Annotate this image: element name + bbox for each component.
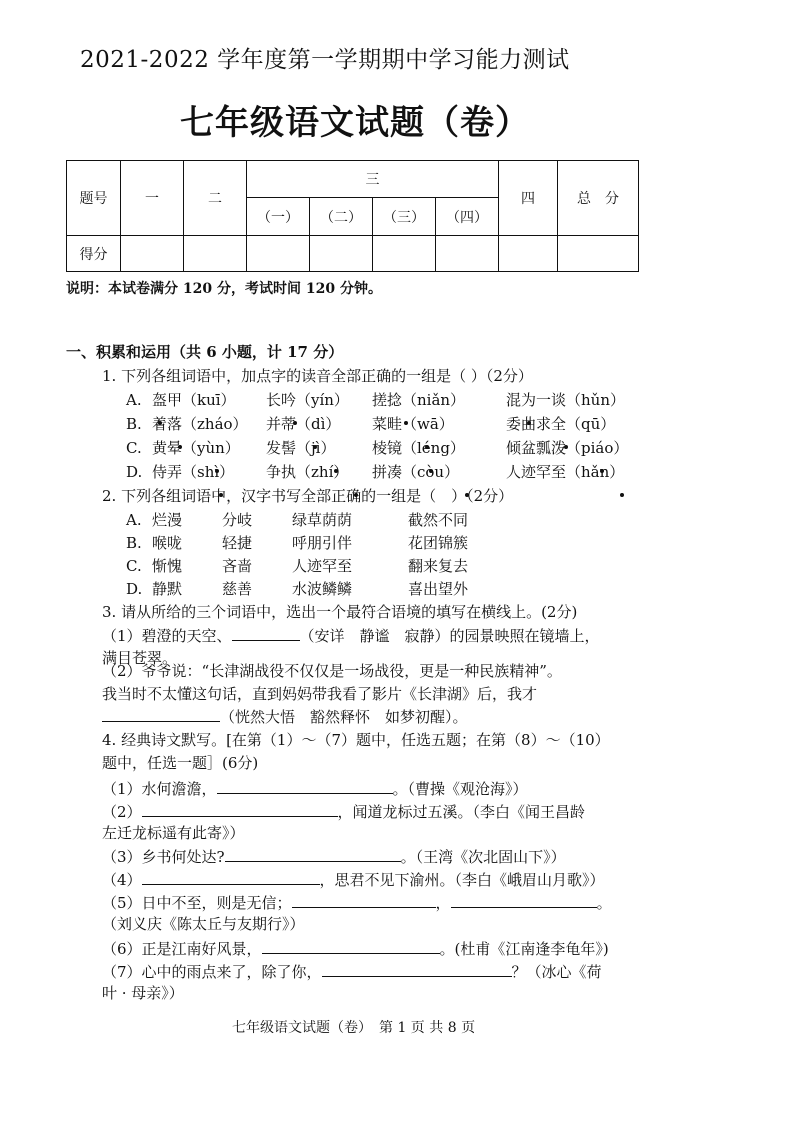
answer-blank[interactable]	[292, 892, 436, 908]
poem-source: 。（曹操《观沧海》）	[392, 780, 528, 798]
option-word: 吝啬	[222, 557, 253, 575]
question-3-part-1	[102, 625, 600, 646]
exam-header-title: 2021-2022 学年度第一学期期中学习能力测试	[80, 47, 570, 73]
option-label: A.	[126, 391, 142, 409]
question-text: （6）正是江南好风景，	[102, 940, 262, 958]
question-3-part-2-answer	[102, 706, 468, 727]
exam-note: 说明：本试卷满分 120 分，考试时间 120 分钟。	[66, 281, 382, 297]
question-text: （5）日中不至，则是无信；	[102, 894, 292, 912]
option-word: 翻来复去	[408, 557, 469, 575]
option-word: 委曲求全（qū）	[506, 415, 616, 433]
question-3-stem: 3. 请从所给的三个词语中，选出一个最符合语境的填写在横线上。(2分)	[102, 603, 578, 621]
option-word: 棱镜（léng）	[372, 439, 465, 457]
question-text: （1）水何澹澹，	[102, 780, 217, 798]
question-text: （1）碧澄的天空、	[102, 627, 232, 645]
poem-source: ？（冰心《荷	[511, 963, 602, 981]
question-text: （2）	[102, 803, 142, 821]
option-label: B.	[126, 534, 142, 552]
option-word: 菜畦（wā）	[372, 415, 454, 433]
option-word: 黄晕（yùn）	[152, 439, 240, 457]
option-word: 慈善	[222, 580, 253, 598]
answer-blank[interactable]	[225, 846, 401, 862]
answer-blank[interactable]	[451, 892, 597, 908]
poem-source: ，闻道龙标过五溪。（李白《闻王昌龄	[337, 803, 586, 821]
section-heading: 一、积累和运用（共 6 小题，计 17 分）	[66, 343, 344, 361]
option-label: D.	[126, 580, 143, 598]
question-2-stem: 2. 下列各组词语中，汉字书写全部正确的一组是（ ）（2分）	[102, 487, 514, 505]
question-text: 。	[596, 894, 612, 912]
answer-blank[interactable]	[217, 778, 393, 794]
score-cell[interactable]	[558, 236, 639, 272]
poem-line-7	[102, 961, 602, 982]
question-number-label: 题号	[67, 161, 121, 236]
answer-blank[interactable]	[322, 961, 512, 977]
question-text: （2）爷爷说：“长津湖战役不仅仅是一场战役，更是一种民族精神”。	[102, 662, 562, 680]
option-word: 混为一谈（hǔn）	[506, 391, 625, 409]
part-three-sub-3: （三）	[373, 198, 436, 236]
part-three-sub-2: （二）	[310, 198, 373, 236]
question-text: （3）乡书何处达?	[102, 848, 225, 866]
option-word: 喉咙	[152, 534, 183, 552]
option-word: 发髻（jì）	[266, 439, 336, 457]
option-word: 烂漫	[152, 511, 183, 529]
question-text: 满目苍翠。	[102, 649, 178, 667]
poem-source: 。（王湾《次北固山下》）	[400, 848, 566, 866]
poem-source: 左迁龙标遥有此寄》）	[102, 824, 245, 842]
poem-source: 叶 · 母亲》）	[102, 984, 184, 1002]
option-label: C.	[126, 439, 142, 457]
option-word: 分岐	[222, 511, 253, 529]
option-word: 拼凑（còu）	[372, 463, 460, 481]
option-word: 花团锦簇	[408, 534, 469, 552]
option-word: 长吟（yín）	[266, 391, 349, 409]
emphasis-dots	[0, 0, 794, 19]
question-text: 我当时不太懂这句话，直到妈妈带我看了影片《长津湖》后，我才	[102, 685, 538, 703]
option-word: 绿草荫荫	[292, 511, 353, 529]
question-text: （4）	[102, 871, 142, 889]
answer-blank[interactable]	[262, 938, 440, 954]
option-word: 搓捻（niǎn）	[372, 391, 466, 409]
score-table	[66, 160, 639, 272]
part-three-sub-4: （四）	[436, 198, 499, 236]
question-text: ，	[435, 894, 451, 912]
option-word: 呼朋引伴	[292, 534, 353, 552]
score-cell[interactable]	[436, 236, 499, 272]
option-word: 人迹罕至（hǎn）	[506, 463, 625, 481]
answer-blank[interactable]	[102, 706, 220, 722]
option-word: 倾盆瓢泼（piáo）	[506, 439, 629, 457]
option-word: 轻捷	[222, 534, 253, 552]
poem-source: ，思君不见下渝州。（李白《峨眉山月歌》）	[319, 871, 605, 889]
score-cell[interactable]	[247, 236, 310, 272]
option-label: B.	[126, 415, 142, 433]
option-word: 侍弄（shì）	[152, 463, 235, 481]
score-cell[interactable]	[373, 236, 436, 272]
poem-source: （刘义庆《陈太丘与友期行》）	[102, 915, 305, 933]
part-four-header: 四	[499, 161, 558, 236]
page-footer: 七年级语文试题（卷） 第 1 页 共 8 页	[232, 1020, 476, 1036]
option-label: D.	[126, 463, 143, 481]
score-cell[interactable]	[121, 236, 184, 272]
poem-line-1	[102, 778, 528, 799]
question-text: （恍然大悟 豁然释怀 如梦初醒）。	[220, 708, 468, 726]
option-word: 惭愧	[152, 557, 183, 575]
poem-line-3	[102, 846, 566, 867]
option-word: 水波鳞鳞	[292, 580, 353, 598]
option-label: C.	[126, 557, 142, 575]
score-label: 得分	[67, 236, 121, 272]
option-word: 盔甲（kuī）	[152, 391, 236, 409]
question-4-stem: 题中，任选一题］(6分)	[102, 754, 259, 772]
option-label: A.	[126, 511, 142, 529]
question-1-stem: 1. 下列各组词语中，加点字的读音全部正确的一组是（ ）（2分）	[102, 367, 533, 385]
option-word: 喜出望外	[408, 580, 469, 598]
option-word: 静默	[152, 580, 183, 598]
option-word: 截然不同	[408, 511, 469, 529]
exam-subtitle: 七年级语文试题（卷）	[180, 103, 530, 143]
part-two-header: 二	[184, 161, 247, 236]
answer-blank[interactable]	[142, 801, 338, 817]
question-4-stem: 4. 经典诗文默写。[在第（1）～（7）题中，任选五题；在第（8）～（10）	[102, 731, 610, 749]
total-score-header: 总 分	[558, 161, 639, 236]
poem-source: 。(杜甫《江南逢李龟年》)	[439, 940, 609, 958]
option-word: 争执（zhí）	[266, 463, 349, 481]
answer-blank[interactable]	[232, 625, 300, 641]
question-text: （7）心中的雨点来了，除了你，	[102, 963, 322, 981]
poem-line-5	[102, 892, 612, 913]
score-cell[interactable]	[184, 236, 247, 272]
score-cell[interactable]	[310, 236, 373, 272]
question-text: （安详 静谧 寂静）的园景映照在镜墙上，	[299, 627, 600, 645]
option-word: 人迹罕至	[292, 557, 353, 575]
poem-line-6	[102, 938, 609, 959]
answer-blank[interactable]	[142, 869, 320, 885]
option-word: 并蒂（dì）	[266, 415, 341, 433]
part-three-sub-1: （一）	[247, 198, 310, 236]
poem-line-4	[102, 869, 605, 890]
score-cell[interactable]	[499, 236, 558, 272]
option-word: 着落（zháo）	[152, 415, 248, 433]
part-three-header: 三	[247, 161, 499, 198]
part-one-header: 一	[121, 161, 184, 236]
poem-line-2	[102, 801, 585, 822]
